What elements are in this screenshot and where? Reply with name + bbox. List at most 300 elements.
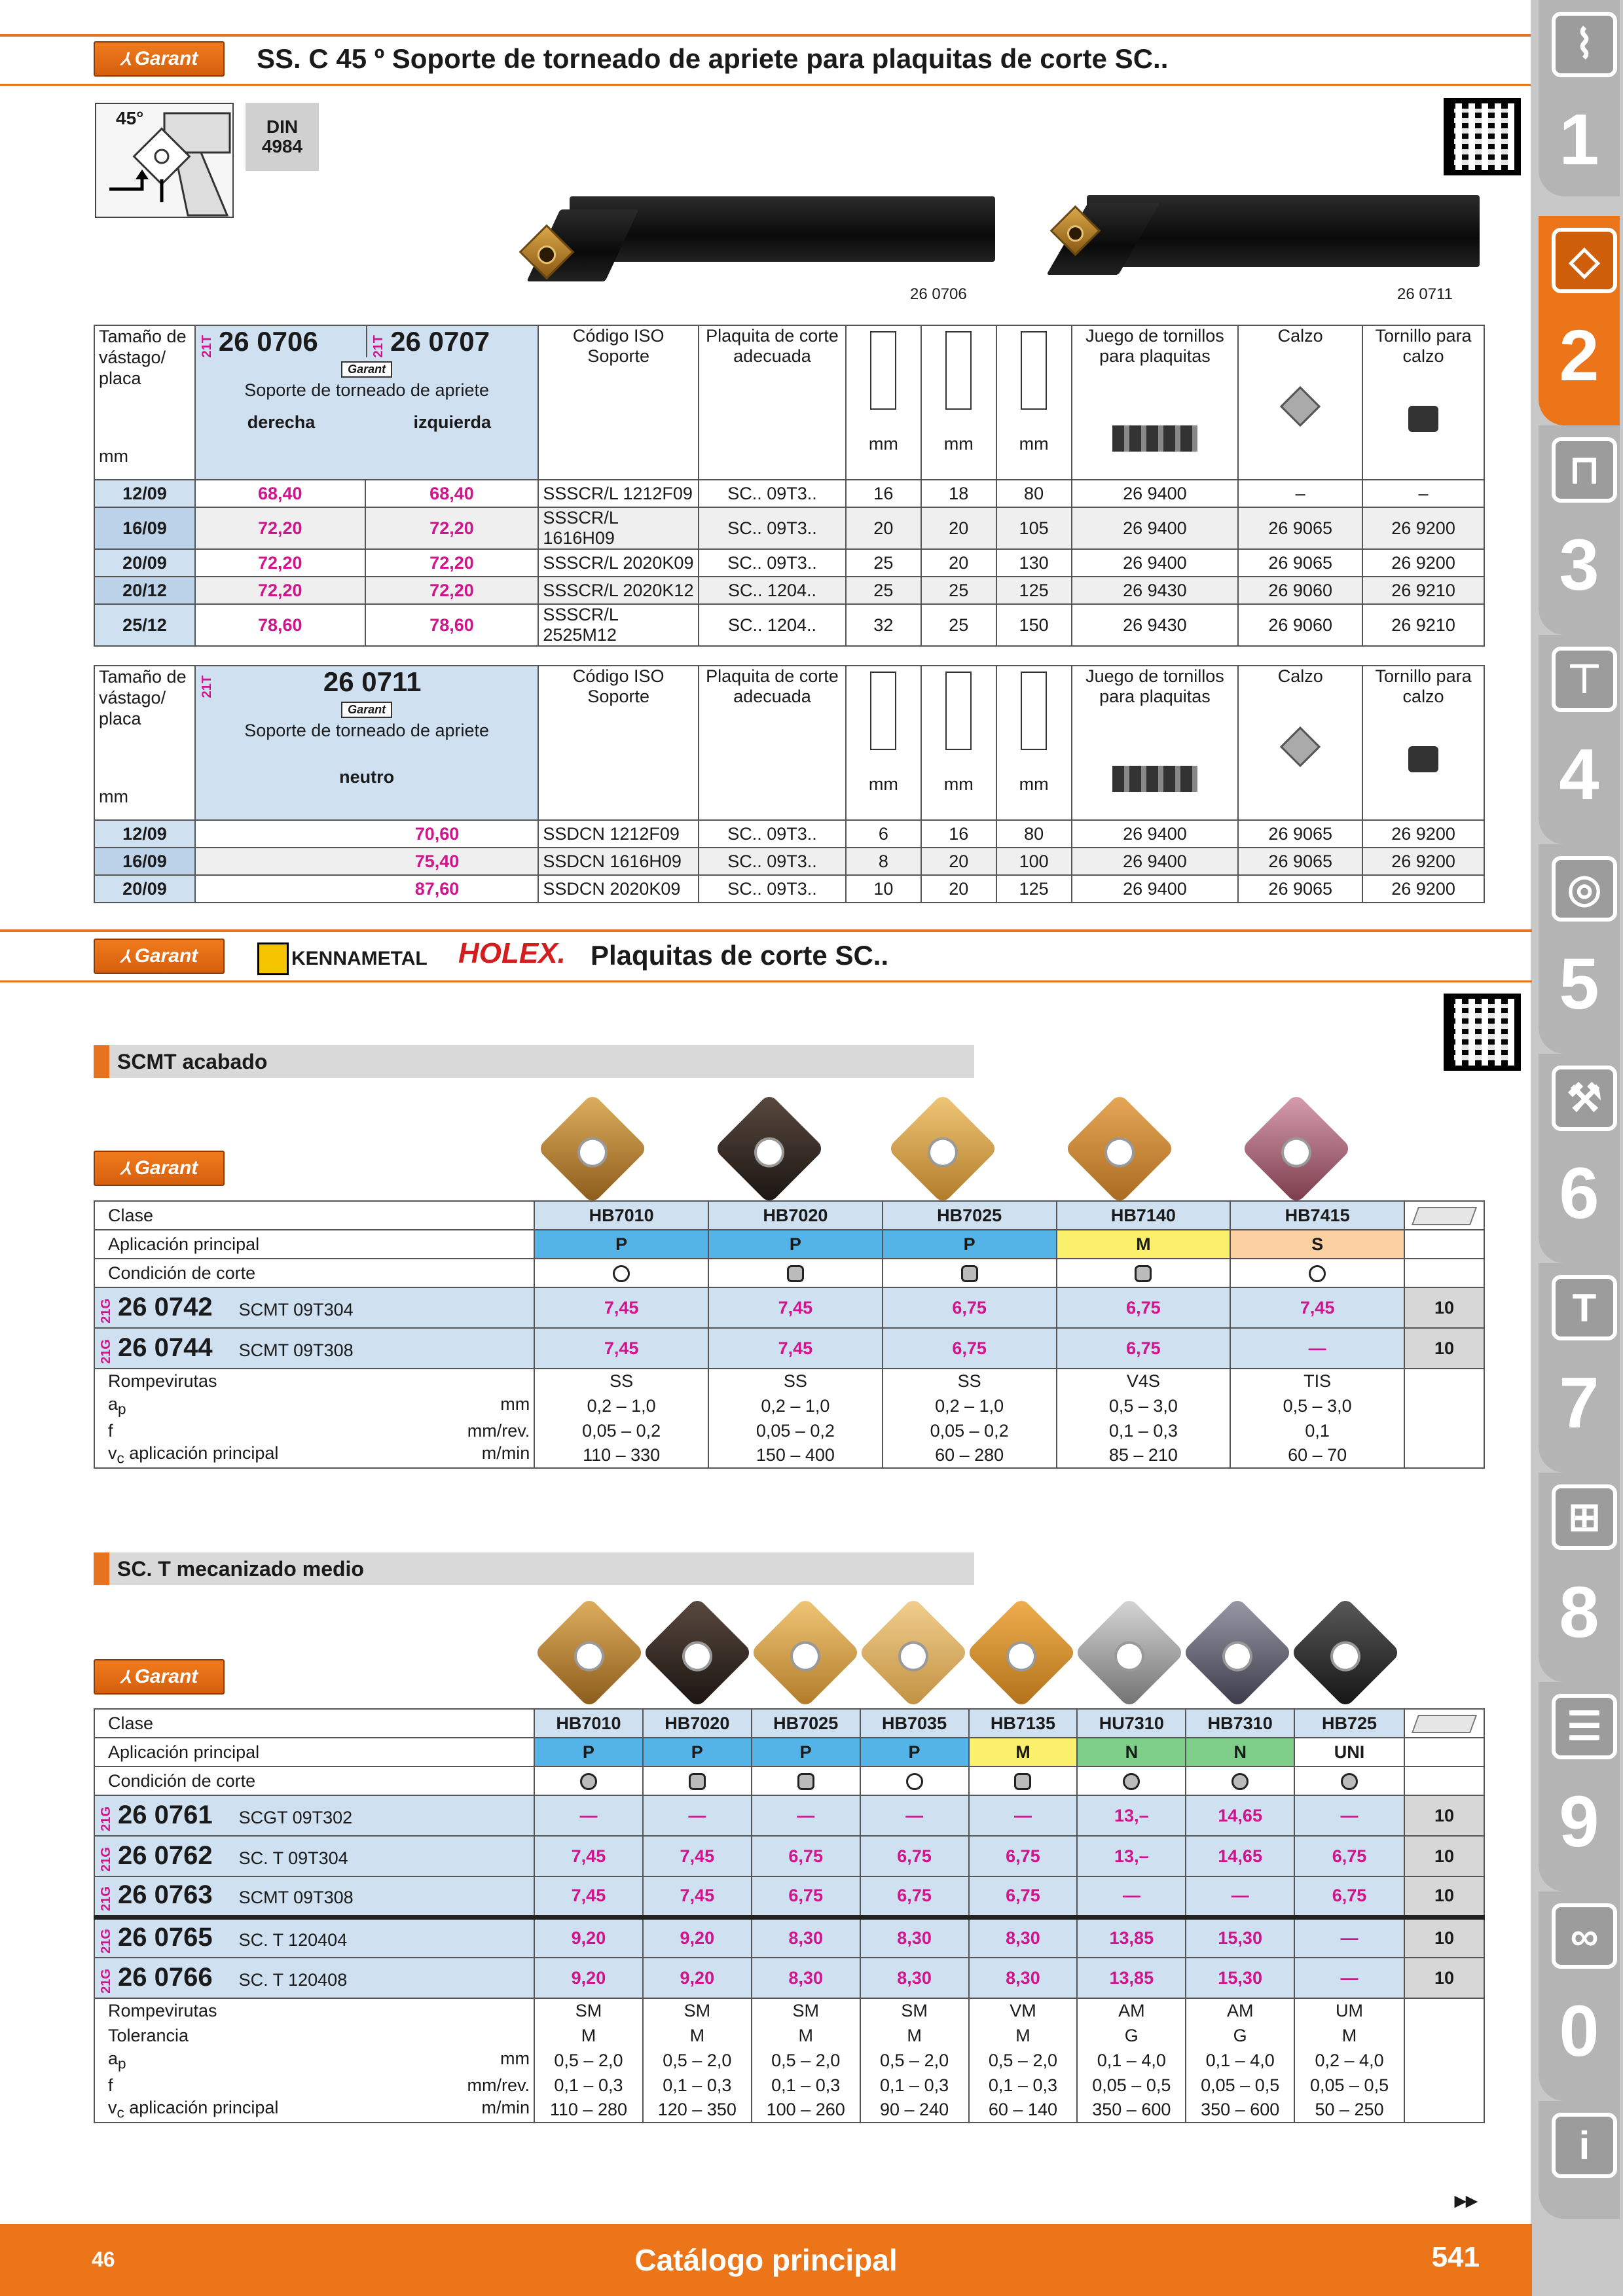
price-cell[interactable]: — (1294, 1917, 1404, 1958)
tab-drilling[interactable] (1539, 0, 1620, 196)
price-cell[interactable]: 7,45 (708, 1328, 883, 1369)
price-cell[interactable]: 9,20 (534, 1958, 643, 1998)
table-cell: 72,20 (365, 577, 539, 604)
price-cell[interactable]: 13,– (1077, 1795, 1186, 1836)
size-header (94, 325, 195, 480)
param-value: 0,05 – 0,2 (883, 1418, 1057, 1443)
table-cell: SSSCR/L 2525M12 (538, 604, 699, 646)
cut-condition-icon (1309, 1265, 1326, 1282)
row-label: Clase (94, 1201, 534, 1230)
table-cell: – (1238, 480, 1362, 507)
grade-hb7415: HB7415 (1230, 1201, 1404, 1230)
cut-condition-icon (1231, 1773, 1249, 1790)
photo-caption: 26 0706 (910, 285, 967, 303)
sct-table (94, 1708, 1485, 2123)
table-cell: 12/09 (94, 480, 195, 507)
table-cell: SC.. 09T3.. (699, 820, 846, 848)
sct-table-body (94, 1709, 1484, 2123)
cut-condition (969, 1767, 1078, 1795)
cut-condition-icon (787, 1265, 804, 1282)
param-value: 0,1 – 0,3 (752, 2073, 860, 2098)
param-name (108, 1421, 113, 1441)
price-cell[interactable]: — (643, 1795, 752, 1836)
table-cell: 20 (921, 507, 996, 549)
param-value: SM (643, 1998, 752, 2023)
table-header-row (94, 666, 1484, 820)
holder-table-1 (94, 325, 1485, 647)
price-cell[interactable]: — (1077, 1876, 1186, 1917)
tab-number: 8 (1559, 1572, 1599, 1653)
caliper-icon: ⊤ (1552, 647, 1617, 712)
application-uni: UNI (1294, 1738, 1404, 1767)
product-row[interactable] (94, 1795, 1484, 1836)
article-cell (94, 1917, 534, 1958)
shim-screw-icon (1408, 746, 1438, 772)
table-cell: – (1362, 480, 1484, 507)
price-cell[interactable]: — (752, 1795, 860, 1836)
table-cell: SSDCN 2020K09 (538, 875, 699, 903)
table-header-row (94, 325, 1484, 480)
table-cell: 25 (846, 549, 921, 577)
iso-code: SCGT 09T302 (238, 1807, 353, 1827)
table-cell: 10 (846, 875, 921, 903)
price-cell[interactable]: 6,75 (1294, 1876, 1404, 1917)
tab-storage[interactable] (1539, 1682, 1620, 1892)
table-row (94, 875, 1484, 903)
holex-logo: HOLEX. (458, 937, 566, 969)
empty-cell (1404, 1767, 1484, 1795)
table-cell: 26 9200 (1362, 820, 1484, 848)
qr-code-inserts[interactable] (1444, 994, 1521, 1071)
price-cell[interactable]: 7,45 (534, 1836, 643, 1876)
price-cell[interactable]: 6,75 (752, 1836, 860, 1876)
shim-label: Calzo (1277, 666, 1323, 686)
price-cell[interactable]: 8,30 (860, 1917, 969, 1958)
tab-clamping[interactable] (1539, 425, 1620, 635)
footer-left-number: 46 (92, 2248, 115, 2271)
price-cell[interactable]: 7,45 (534, 1287, 708, 1328)
garant-mark-icon: ⅄ (120, 946, 131, 966)
param-value: 60 – 140 (969, 2098, 1078, 2123)
iso-code: SCMT 09T308 (238, 1340, 354, 1360)
param-value: AM (1186, 1998, 1294, 2023)
table-cell: 20 (921, 875, 996, 903)
cut-condition (534, 1767, 643, 1795)
cut-condition (1186, 1767, 1294, 1795)
price-cell[interactable]: 13,85 (1077, 1958, 1186, 1998)
dimension-icon (945, 672, 972, 750)
price-cell[interactable]: 15,30 (1186, 1958, 1294, 1998)
param-value: SS (534, 1369, 708, 1393)
shim-screw-label: Tornillo para calzo (1375, 326, 1472, 366)
tab-workshop[interactable] (1539, 1473, 1620, 1682)
dim-h-header (846, 666, 921, 820)
price-cell[interactable]: 6,75 (860, 1876, 969, 1917)
price-cell[interactable]: 7,45 (643, 1876, 752, 1917)
table-cell: 6 (846, 820, 921, 848)
table-cell: SSSCR/L 1212F09 (538, 480, 699, 507)
holder-table-2 (94, 665, 1485, 903)
cut-condition (883, 1259, 1057, 1287)
price-cell[interactable]: 8,30 (752, 1917, 860, 1958)
table-cell: 70,60 (195, 820, 538, 848)
table-cell: 78,60 (365, 604, 539, 646)
grade-hb7310: HB7310 (1186, 1709, 1294, 1738)
tab-number: 7 (1559, 1363, 1599, 1443)
param-value: 110 – 280 (534, 2098, 643, 2123)
table-cell: 125 (996, 875, 1072, 903)
price-cell[interactable]: 7,45 (708, 1287, 883, 1328)
price-cell[interactable]: 9,20 (534, 1917, 643, 1958)
tab-safety[interactable] (1539, 1892, 1620, 2101)
group-tag: 21G (99, 1886, 113, 1912)
shim-icon (1280, 386, 1321, 427)
qr-code-top[interactable] (1444, 98, 1521, 175)
iso-code: SC. T 09T304 (238, 1848, 348, 1868)
tab-tools[interactable] (1539, 1263, 1620, 1473)
table-row (94, 1230, 1484, 1259)
param-value: 110 – 330 (534, 1443, 708, 1468)
iso-header: Código ISO Soporte (538, 325, 699, 480)
table-cell: SC.. 1204.. (699, 604, 846, 646)
table-cell: 72,20 (195, 507, 365, 549)
group-tag: 21G (99, 1968, 113, 1994)
package-icon (1412, 1207, 1477, 1225)
price-cell[interactable]: 7,45 (1230, 1287, 1404, 1328)
price-cell[interactable]: — (1230, 1328, 1404, 1369)
package-header (1404, 1709, 1484, 1738)
table-cell: SC.. 09T3.. (699, 549, 846, 577)
price-cell[interactable]: 7,45 (534, 1328, 708, 1369)
param-value: 0,1 – 4,0 (1077, 2048, 1186, 2073)
cut-condition (1230, 1259, 1404, 1287)
product-row[interactable] (94, 1917, 1484, 1958)
tab-grinding[interactable] (1539, 844, 1620, 1054)
table-cell: SSDCN 1616H09 (538, 848, 699, 875)
wrench-icon: ⚒ (1552, 1066, 1617, 1131)
table-cell: SSSCR/L 2020K12 (538, 577, 699, 604)
price-cell[interactable]: 7,45 (643, 1836, 752, 1876)
param-text: Rompevirutas (108, 1371, 217, 1391)
grade-hb7020: HB7020 (708, 1201, 883, 1230)
article-number: 26 0742 (118, 1292, 213, 1321)
product-row[interactable] (94, 1328, 1484, 1369)
product-row[interactable] (94, 1287, 1484, 1328)
price-cell[interactable]: 6,75 (860, 1836, 969, 1876)
table-cell: 150 (996, 604, 1072, 646)
insert-hb7025-icon (887, 1093, 998, 1204)
table-row (94, 1259, 1484, 1287)
price-cell[interactable]: 6,75 (969, 1876, 1078, 1917)
table-cell: 12/09 (94, 820, 195, 848)
param-value: 60 – 280 (883, 1443, 1057, 1468)
param-value: 90 – 240 (860, 2098, 969, 2123)
row-label: Aplicación principal (94, 1230, 534, 1259)
price-cell[interactable]: 6,75 (883, 1287, 1057, 1328)
sct-section-bar: SC. T mecanizado medio (94, 1552, 974, 1585)
price-cell[interactable]: 6,75 (1057, 1328, 1231, 1369)
price-cell[interactable]: — (1294, 1795, 1404, 1836)
price-cell[interactable]: 8,30 (752, 1958, 860, 1998)
price-cell[interactable]: 13,– (1077, 1836, 1186, 1876)
param-value: 0,5 – 2,0 (534, 2048, 643, 2073)
table-cell: SSDCN 1212F09 (538, 820, 699, 848)
empty-cell (1404, 1393, 1484, 1418)
param-value: 0,5 – 2,0 (860, 2048, 969, 2073)
table-cell: 100 (996, 848, 1072, 875)
price-cell[interactable]: — (969, 1795, 1078, 1836)
group-tag: 21T (199, 675, 214, 698)
tab-turning[interactable] (1539, 216, 1620, 425)
param-unit: mm (500, 2048, 530, 2068)
param-unit: mm/rev. (467, 1420, 530, 1441)
header-rule-bottom (0, 84, 1532, 86)
holder-code-header (195, 666, 538, 820)
insert-header: Plaquita de corte adecuada (699, 325, 846, 480)
product-row[interactable] (94, 1876, 1484, 1917)
price-cell[interactable]: 6,75 (1294, 1836, 1404, 1876)
table-cell: 26 9210 (1362, 604, 1484, 646)
code-neutral: 26 0711 (323, 666, 422, 697)
tab-number: 1 (1559, 99, 1599, 180)
empty-cell (1404, 1369, 1484, 1393)
price-cell[interactable]: 15,30 (1186, 1917, 1294, 1958)
param-label-wrap (108, 1394, 530, 1418)
price-cell[interactable]: 8,30 (860, 1958, 969, 1998)
application-p: P (860, 1738, 969, 1767)
insert-hb7140-icon (1064, 1093, 1175, 1204)
table-cell: 20/12 (94, 577, 195, 604)
table-cell: 80 (996, 820, 1072, 848)
size-header (94, 666, 195, 820)
application-p: P (708, 1230, 883, 1259)
dim-b-header (921, 325, 996, 480)
param-value: 0,05 – 0,2 (708, 1418, 883, 1443)
table-cell: 26 9065 (1238, 507, 1362, 549)
row-label: Condición de corte (94, 1767, 534, 1795)
table-row (94, 1738, 1484, 1767)
article-number: 26 0765 (118, 1922, 213, 1952)
grade-hb7035: HB7035 (860, 1709, 969, 1738)
cut-condition-icon (1014, 1773, 1031, 1790)
price-cell[interactable]: — (534, 1795, 643, 1836)
table-row (94, 1201, 1484, 1230)
insert-hu7310-icon (1074, 1597, 1185, 1708)
table-cell: 16/09 (94, 507, 195, 549)
article-number: 26 0761 (118, 1800, 213, 1829)
shim-screw-icon (1408, 406, 1438, 432)
table-row (94, 1709, 1484, 1738)
iso-code: SC. T 120404 (238, 1929, 348, 1950)
param-value: V4S (1057, 1369, 1231, 1393)
table-cell: 26 9065 (1238, 875, 1362, 903)
param-label (94, 2098, 534, 2123)
param-row (94, 1998, 1484, 2023)
article-cell (94, 1958, 534, 1998)
price-cell[interactable]: 6,75 (969, 1836, 1078, 1876)
application-p: P (752, 1738, 860, 1767)
shim-label: Calzo (1277, 326, 1323, 346)
shim-screw-label: Tornillo para calzo (1375, 666, 1472, 706)
group-tag: 21G (99, 1806, 113, 1831)
table-cell: SSSCR/L 2020K09 (538, 549, 699, 577)
param-text: Tolerancia (108, 2025, 189, 2045)
param-value: M (1294, 2023, 1404, 2048)
size-header-unit: mm (99, 446, 128, 466)
param-subscript: c (117, 1450, 124, 1467)
table-cell: 25/12 (94, 604, 195, 646)
cut-condition (1294, 1767, 1404, 1795)
application-n: N (1077, 1738, 1186, 1767)
iso-header: Código ISO Soporte (538, 666, 699, 820)
article-cell (94, 1836, 534, 1876)
cut-condition-icon (906, 1773, 923, 1790)
grade-hb7010: HB7010 (534, 1709, 643, 1738)
table-cell: 26 9210 (1362, 577, 1484, 604)
table-row (94, 480, 1484, 507)
param-name (108, 2049, 126, 2072)
param-text: a (108, 2048, 119, 2068)
next-page-arrow[interactable]: ▸▸ (1455, 2188, 1478, 2213)
group-tag: 21T (199, 334, 214, 358)
price-cell[interactable]: 7,45 (534, 1876, 643, 1917)
unit: mm (868, 434, 898, 454)
price-cell[interactable]: 6,75 (752, 1876, 860, 1917)
table-cell: SC.. 1204.. (699, 577, 846, 604)
price-cell[interactable]: 13,85 (1077, 1917, 1186, 1958)
garant-logo (94, 41, 225, 77)
price-cell[interactable]: 9,20 (643, 1958, 752, 1998)
size-header-label: Tamaño de vástago/ placa (99, 667, 187, 728)
unit: mm (943, 774, 974, 794)
header-rule-top (0, 34, 1532, 37)
param-value: 0,1 – 4,0 (1186, 2048, 1294, 2073)
price-cell[interactable]: 6,75 (883, 1328, 1057, 1369)
param-value: 0,1 – 0,3 (534, 2073, 643, 2098)
table-cell: 26 9200 (1362, 848, 1484, 875)
param-value: 50 – 250 (1294, 2098, 1404, 2123)
param-label-wrap (108, 1421, 530, 1441)
insert-hb7025-icon (750, 1597, 861, 1708)
insert-header: Plaquita de corte adecuada (699, 666, 846, 820)
price-cell[interactable]: — (1186, 1876, 1294, 1917)
screws-label: Juego de tornillos para plaquitas (1085, 666, 1224, 706)
table-cell: SSSCR/L 1616H09 (538, 507, 699, 549)
param-value: 0,1 (1230, 1418, 1404, 1443)
price-cell[interactable]: 8,30 (969, 1958, 1078, 1998)
empty-cell (1404, 1443, 1484, 1468)
goggles-icon: ∞ (1552, 1903, 1617, 1969)
price-cell[interactable]: 14,65 (1186, 1836, 1294, 1876)
screws-header (1072, 325, 1239, 480)
param-value: TIS (1230, 1369, 1404, 1393)
table-cell: 125 (996, 577, 1072, 604)
price-cell[interactable]: 6,75 (1057, 1287, 1231, 1328)
empty-cell (1404, 2073, 1484, 2098)
tab-hand-tools[interactable] (1539, 1054, 1620, 1263)
product-row[interactable] (94, 1836, 1484, 1876)
cut-condition (1057, 1259, 1231, 1287)
photo-caption: 26 0711 (1397, 285, 1453, 303)
table-cell: 78,60 (195, 604, 365, 646)
param-row (94, 1393, 1484, 1418)
product-row[interactable] (94, 1958, 1484, 1998)
table-cell: 26 9065 (1238, 820, 1362, 848)
price-cell[interactable]: 8,30 (969, 1917, 1078, 1958)
holder-diagram-icon (96, 104, 232, 217)
scmt-table (94, 1200, 1485, 1469)
article-number: 26 0744 (118, 1333, 213, 1362)
group-tag: 21G (99, 1928, 113, 1954)
param-label-wrap (108, 2026, 530, 2046)
footer-title: Catálogo principal (634, 2243, 898, 2277)
unit: mm (1019, 774, 1049, 794)
param-label (94, 1998, 534, 2023)
cut-condition-icon (1123, 1773, 1140, 1790)
table-cell: 72,20 (365, 549, 539, 577)
insert-hb7020-icon (642, 1597, 753, 1708)
holder-table-2-body (94, 820, 1484, 903)
empty-cell (1404, 1230, 1484, 1259)
price-cell[interactable]: 14,65 (1186, 1795, 1294, 1836)
price-cell[interactable]: — (860, 1795, 969, 1836)
grade-hb7135: HB7135 (969, 1709, 1078, 1738)
iso-code: SC. T 120408 (238, 1969, 348, 1990)
application-p: P (534, 1230, 708, 1259)
tab-info[interactable] (1539, 2101, 1620, 2219)
table-cell: 16/09 (94, 848, 195, 875)
table-cell: 20 (921, 848, 996, 875)
dimension-icon (870, 672, 896, 750)
section2-title: Plaquitas de corte SC.. (591, 940, 889, 971)
table-cell: 26 9430 (1072, 604, 1239, 646)
pack-qty: 10 (1404, 1287, 1484, 1328)
table-cell: 26 9200 (1362, 507, 1484, 549)
table-row (94, 577, 1484, 604)
param-value: 0,2 – 1,0 (534, 1393, 708, 1418)
cut-condition-icon (580, 1773, 597, 1790)
param-name (108, 2075, 113, 2096)
param-value: 0,5 – 2,0 (752, 2048, 860, 2073)
garant-logo-text: Garant (134, 1157, 198, 1179)
empty-cell (1404, 1259, 1484, 1287)
dim-h-header (846, 325, 921, 480)
table-cell: 16 (921, 820, 996, 848)
tab-measuring[interactable] (1539, 635, 1620, 844)
table-cell: 20/09 (94, 549, 195, 577)
table-cell: 68,40 (365, 480, 539, 507)
price-cell[interactable]: 9,20 (643, 1917, 752, 1958)
hand-neutral: neutro (339, 767, 395, 787)
grade-hb7020: HB7020 (643, 1709, 752, 1738)
cut-condition-icon (1135, 1265, 1152, 1282)
grade-hb7025: HB7025 (883, 1201, 1057, 1230)
empty-cell (1404, 1418, 1484, 1443)
param-label (94, 2048, 534, 2073)
drill-icon: ⌇ (1552, 12, 1617, 77)
screws-label: Juego de tornillos para plaquitas (1085, 326, 1224, 366)
dimension-icon (870, 331, 896, 410)
row-label: Condición de corte (94, 1259, 534, 1287)
price-cell[interactable]: — (1294, 1958, 1404, 1998)
pack-qty: 10 (1404, 1836, 1484, 1876)
cut-condition-icon (797, 1773, 814, 1790)
table-cell: 26 9065 (1238, 848, 1362, 875)
table-cell: 26 9060 (1238, 604, 1362, 646)
pliers-icon: T (1552, 1275, 1617, 1340)
param-value: 0,5 – 3,0 (1230, 1393, 1404, 1418)
table-cell: SC.. 09T3.. (699, 480, 846, 507)
